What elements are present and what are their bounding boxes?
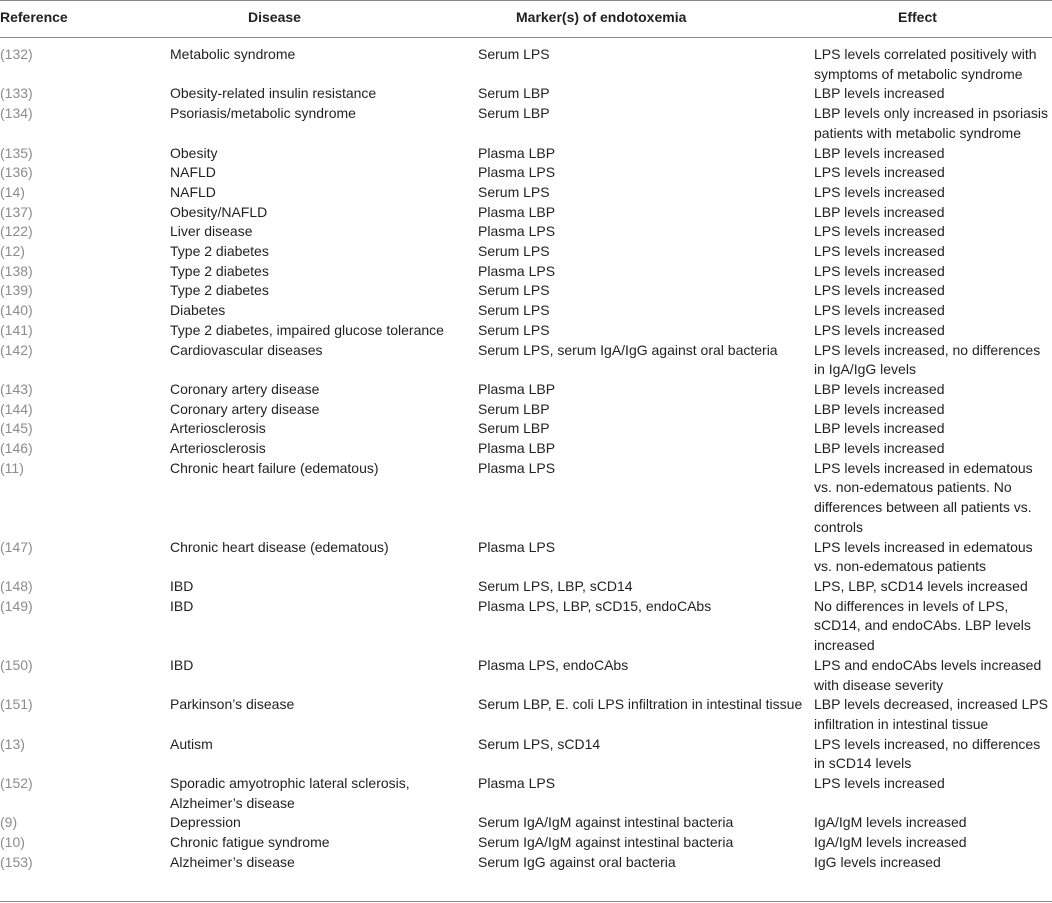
effect-cell: No differences in levels of LPS, sCD14, and endoCAbs. LBP levels increased — [814, 597, 1031, 654]
marker-cell: Serum IgG against oral bacteria — [478, 853, 676, 870]
top-rule — [0, 0, 1052, 1]
disease-cell: Coronary artery disease — [170, 400, 320, 417]
table-row — [0, 242, 1052, 262]
marker-cell: Plasma LBP — [478, 144, 556, 161]
disease-cell: Obesity-related insulin resistance — [170, 85, 377, 102]
marker-cell: Serum LPS, LBP, sCD14 — [478, 577, 633, 594]
table-row — [0, 281, 1052, 301]
disease-cell: NAFLD — [170, 164, 216, 181]
disease-cell: Obesity — [170, 144, 218, 161]
marker-cell: Serum LPS — [478, 282, 550, 299]
disease-cell: Obesity/NAFLD — [170, 203, 268, 220]
marker-cell: Plasma LPS — [478, 164, 556, 181]
reference-cell: (139) — [0, 282, 33, 299]
reference-cell: (132) — [0, 46, 33, 62]
reference-cell: (138) — [0, 262, 33, 279]
table-row — [0, 262, 1052, 282]
table-body — [0, 45, 1052, 873]
table-row — [0, 301, 1052, 321]
table-row — [0, 695, 1052, 734]
marker-cell: Serum LBP — [478, 85, 550, 102]
reference-cell: (151) — [0, 696, 33, 713]
reference-cell: (141) — [0, 321, 33, 338]
header-marker: Marker(s) of endotoxemia — [516, 9, 687, 25]
header-disease: Disease — [248, 9, 301, 25]
disease-cell: Liver disease — [170, 223, 253, 240]
marker-cell: Serum IgA/IgM against intestinal bacteria — [478, 814, 734, 831]
table-row — [0, 853, 1052, 873]
reference-cell: (11) — [0, 459, 24, 476]
effect-cell: LPS levels increased — [814, 223, 945, 240]
effect-cell: LPS levels increased — [814, 775, 945, 792]
effect-cell: LBP levels increased — [814, 380, 945, 397]
bottom-rule — [0, 901, 1052, 902]
marker-cell: Plasma LBP — [478, 380, 556, 397]
reference-cell: (137) — [0, 203, 33, 220]
table-row — [0, 400, 1052, 420]
reference-cell: (14) — [0, 183, 25, 200]
table-row — [0, 84, 1052, 104]
marker-cell: Serum LPS — [478, 46, 550, 62]
table-row — [0, 735, 1052, 774]
marker-cell: Plasma LBP — [478, 440, 556, 457]
table-row — [0, 222, 1052, 242]
table-row — [0, 833, 1052, 853]
disease-cell: Type 2 diabetes — [170, 243, 269, 260]
table-row — [0, 45, 1052, 84]
marker-cell: Serum LBP — [478, 420, 550, 437]
reference-cell: (134) — [0, 105, 33, 122]
table-row — [0, 813, 1052, 833]
reference-cell: (145) — [0, 420, 33, 437]
disease-cell: Depression — [170, 814, 241, 831]
disease-cell: Sporadic amyotrophic lateral sclerosis, Alzheimer’s disease — [170, 775, 410, 811]
disease-cell: Psoriasis/metabolic syndrome — [170, 105, 356, 122]
marker-cell: Serum LBP — [478, 400, 550, 417]
marker-cell: Plasma LPS — [478, 459, 556, 476]
effect-cell: LPS levels increased — [814, 282, 945, 299]
marker-cell: Plasma LPS, endoCAbs — [478, 656, 629, 673]
disease-cell: Type 2 diabetes — [170, 262, 269, 279]
table-row — [0, 341, 1052, 380]
disease-cell: Autism — [170, 735, 213, 752]
effect-cell: LPS and endoCAbs levels increased with disease severity — [814, 656, 1042, 693]
reference-cell: (150) — [0, 656, 33, 673]
disease-cell: Type 2 diabetes, impaired glucose tolerance — [170, 321, 444, 338]
disease-cell: IBD — [170, 577, 194, 594]
disease-cell: Chronic heart disease (edematous) — [170, 538, 389, 555]
effect-cell: LPS, LBP, sCD14 levels increased — [814, 577, 1028, 594]
disease-cell: Cardiovascular diseases — [170, 341, 323, 358]
reference-cell: (9) — [0, 814, 18, 831]
reference-cell: (144) — [0, 400, 33, 417]
table-row — [0, 538, 1052, 577]
table-row — [0, 419, 1052, 439]
marker-cell: Serum LPS — [478, 321, 550, 338]
effect-cell: LBP levels increased — [814, 440, 945, 457]
marker-cell: Serum LPS, sCD14 — [478, 735, 601, 752]
disease-cell: Chronic heart failure (edematous) — [170, 459, 379, 476]
marker-cell: Serum LPS — [478, 302, 550, 319]
marker-cell: Serum LBP — [478, 105, 550, 122]
reference-cell: (149) — [0, 597, 33, 614]
effect-cell: IgA/IgM levels increased — [814, 814, 967, 831]
effect-cell: LPS levels increased — [814, 164, 945, 181]
effect-cell: LPS levels increased — [814, 183, 945, 200]
reference-cell: (136) — [0, 164, 33, 181]
effect-cell: LPS levels increased, no differences in IgA/IgG levels — [814, 341, 1041, 378]
table-row — [0, 380, 1052, 400]
table-row — [0, 577, 1052, 597]
table-header — [0, 9, 1052, 29]
disease-cell: Diabetes — [170, 302, 226, 319]
table-row — [0, 321, 1052, 341]
table-row — [0, 183, 1052, 203]
table-row — [0, 656, 1052, 695]
effect-cell: LPS levels increased — [814, 321, 945, 338]
effect-cell: LPS levels increased — [814, 262, 945, 279]
reference-cell: (143) — [0, 380, 33, 397]
disease-cell: Chronic fatigue syndrome — [170, 834, 330, 851]
effect-cell: LBP levels increased — [814, 144, 945, 161]
disease-cell: IBD — [170, 597, 194, 614]
effect-cell: IgA/IgM levels increased — [814, 834, 967, 851]
table-row — [0, 104, 1052, 143]
effect-cell: LPS levels correlated positively with symptoms of metabolic syndrome — [814, 46, 1037, 82]
reference-cell: (10) — [0, 834, 25, 851]
reference-cell: (152) — [0, 775, 33, 792]
reference-cell: (13) — [0, 735, 25, 752]
marker-cell: Serum LPS — [478, 183, 550, 200]
effect-cell: LPS levels increased in edematous vs. non-edematous patients — [814, 538, 1033, 575]
marker-cell: Serum LBP, E. coli LPS infiltration in intestinal tissue — [478, 696, 803, 713]
reference-cell: (146) — [0, 440, 33, 457]
disease-cell: Arteriosclerosis — [170, 420, 266, 437]
table-row — [0, 203, 1052, 223]
effect-cell: LPS levels increased, no differences in sCD14 levels — [814, 735, 1041, 772]
disease-cell: IBD — [170, 656, 194, 673]
table-row — [0, 439, 1052, 459]
reference-cell: (12) — [0, 243, 25, 260]
marker-cell: Plasma LPS, LBP, sCD15, endoCAbs — [478, 597, 712, 614]
disease-cell: Parkinson’s disease — [170, 696, 295, 713]
table-row — [0, 144, 1052, 164]
marker-cell: Plasma LPS — [478, 223, 556, 240]
marker-cell: Plasma LPS — [478, 775, 556, 792]
effect-cell: LPS levels increased — [814, 243, 945, 260]
disease-cell: NAFLD — [170, 183, 216, 200]
marker-cell: Plasma LBP — [478, 203, 556, 220]
reference-cell: (153) — [0, 853, 33, 870]
marker-cell: Plasma LPS — [478, 538, 556, 555]
reference-cell: (148) — [0, 577, 33, 594]
reference-cell: (140) — [0, 302, 33, 319]
header-reference: Reference — [0, 9, 68, 25]
disease-cell: Coronary artery disease — [170, 380, 320, 397]
table-row — [0, 163, 1052, 183]
marker-cell: Plasma LPS — [478, 262, 556, 279]
effect-cell: LBP levels increased — [814, 203, 945, 220]
header-rule — [0, 37, 1052, 38]
marker-cell: Serum LPS, serum IgA/IgG against oral bacteria — [478, 341, 778, 358]
disease-cell: Metabolic syndrome — [170, 46, 296, 62]
reference-cell: (135) — [0, 144, 33, 161]
disease-cell: Type 2 diabetes — [170, 282, 269, 299]
reference-cell: (122) — [0, 223, 33, 240]
marker-cell: Serum LPS — [478, 243, 550, 260]
effect-cell: LBP levels increased — [814, 420, 945, 437]
disease-cell: Arteriosclerosis — [170, 440, 266, 457]
marker-cell: Serum IgA/IgM against intestinal bacteria — [478, 834, 734, 851]
reference-cell: (142) — [0, 341, 33, 358]
effect-cell: LBP levels increased — [814, 85, 945, 102]
effect-cell: LBP levels only increased in psoriasis patients with metabolic syndrome — [814, 105, 1048, 141]
table-row — [0, 597, 1052, 656]
effect-cell: LPS levels increased in edematous vs. non-edematous patients. No differences between all patients vs. controls — [814, 459, 1033, 535]
disease-cell: Alzheimer’s disease — [170, 853, 295, 870]
effect-cell: LBP levels increased — [814, 400, 945, 417]
table-row — [0, 774, 1052, 813]
effect-cell: LPS levels increased — [814, 302, 945, 319]
effect-cell: IgG levels increased — [814, 853, 941, 870]
effect-cell: LBP levels decreased, increased LPS infiltration in intestinal tissue — [814, 696, 1048, 732]
reference-cell: (133) — [0, 85, 33, 102]
reference-cell: (147) — [0, 538, 33, 555]
header-effect: Effect — [898, 9, 937, 25]
table-row — [0, 459, 1052, 538]
